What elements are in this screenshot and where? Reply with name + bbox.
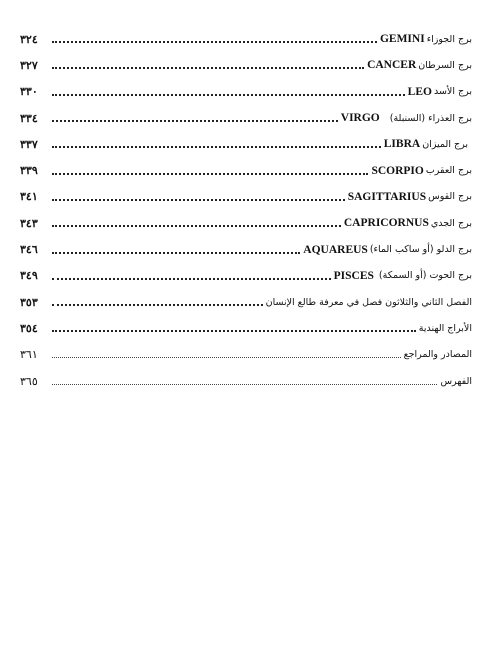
entry-arabic-name: الفصل الثاني والثلاثون فصل في معرفة طالع الإنسان (265, 296, 472, 308)
toc-entry-libra (20, 131, 472, 157)
toc-entry-virgo (20, 105, 472, 131)
dot-leader (52, 67, 364, 69)
page-number: ٣٢٧ (20, 58, 38, 72)
entry-arabic-name: برج الدلو (أو ساكب الماء) (369, 244, 472, 256)
dot-leader (52, 384, 437, 385)
toc-entry-capricornus (20, 210, 472, 236)
toc-entry-sources (20, 342, 472, 368)
entry-latin-name: CAPRICORNUS (343, 217, 429, 230)
page-number: ٣٤١ (20, 190, 38, 204)
entry-arabic-name: برج العقرب (425, 165, 472, 177)
table-of-contents (20, 26, 472, 394)
entry-arabic-name: برج الجدي (430, 217, 472, 229)
entry-title (371, 165, 472, 177)
toc-entry-leo (20, 79, 472, 105)
entry-title (380, 33, 472, 45)
page-number: ٣٥٤ (20, 321, 38, 335)
entry-latin-name: PISCES (333, 269, 374, 282)
entry-title (408, 86, 472, 98)
page-number: ٣٣٧ (20, 137, 38, 151)
dot-leader (52, 225, 341, 227)
toc-entry-cancer (20, 52, 472, 78)
toc-entry-pisces (20, 263, 472, 289)
toc-entry-index (20, 368, 472, 394)
entry-latin-name: VIRGO (340, 112, 380, 125)
dot-leader (52, 94, 405, 96)
page-number: ٣٤٦ (20, 243, 38, 257)
entry-arabic-name: برج العذراء (السنبلة) (389, 112, 472, 124)
dot-leader (52, 252, 300, 254)
page-number: ٣٥٣ (20, 295, 38, 309)
entry-title (341, 112, 472, 124)
entry-latin-name: AQUAREUS (303, 243, 368, 256)
page-number: ٣٢٤ (20, 32, 38, 46)
entry-arabic-name: الفهرس (440, 375, 472, 387)
page-number: ٣٣٤ (20, 111, 38, 125)
entry-arabic-name: برج الميزان (422, 138, 468, 150)
entry-title (266, 297, 472, 308)
entry-arabic-name: الأبراج الهندية (418, 322, 472, 334)
dot-leader (52, 357, 401, 358)
entry-arabic-name: برج الجوزاء (426, 33, 472, 45)
entry-arabic-name: المصادر والمراجع (403, 349, 472, 361)
entry-arabic-name: برج الحوت (أو السمكة) (378, 270, 472, 282)
entry-arabic-name: برج الأسد (433, 86, 472, 98)
page-number: ٣٦٥ (20, 374, 38, 388)
entry-title (419, 323, 472, 334)
entry-latin-name: SAGITTARIUS (347, 190, 427, 203)
dot-leader (52, 278, 331, 280)
entry-title (348, 191, 472, 203)
dot-leader (52, 173, 368, 175)
toc-entry-sagittarius (20, 184, 472, 210)
page-number: ٣٣٠ (20, 85, 38, 99)
entry-latin-name: LEO (407, 85, 432, 98)
page-number: ٣٦١ (20, 348, 38, 362)
toc-entry-scorpio (20, 157, 472, 183)
page-number: ٣٤٣ (20, 216, 38, 230)
page-number: ٣٤٩ (20, 269, 38, 283)
entry-arabic-name: برج السرطان (418, 59, 472, 71)
entry-title (404, 349, 472, 360)
dot-leader (52, 330, 416, 332)
toc-entry-aquareus (20, 236, 472, 262)
entry-title (440, 376, 472, 387)
entry-arabic-name: برج القوس (428, 191, 472, 203)
toc-entry-gemini (20, 26, 472, 52)
dot-leader (52, 304, 263, 306)
entry-title (344, 217, 472, 229)
dot-leader (52, 146, 381, 148)
entry-latin-name: GEMINI (379, 33, 425, 46)
toc-entry-indian-signs (20, 315, 472, 341)
page-number: ٣٣٩ (20, 164, 38, 178)
entry-title (334, 270, 472, 282)
entry-latin-name: SCORPIO (371, 164, 424, 177)
dot-leader (52, 199, 345, 201)
dot-leader (52, 120, 338, 122)
entry-title (384, 138, 472, 150)
entry-latin-name: CANCER (367, 59, 417, 72)
dot-leader (52, 41, 377, 43)
entry-latin-name: LIBRA (383, 138, 421, 151)
entry-title (303, 244, 472, 256)
entry-title (367, 59, 472, 71)
toc-entry-chapter-32 (20, 289, 472, 315)
